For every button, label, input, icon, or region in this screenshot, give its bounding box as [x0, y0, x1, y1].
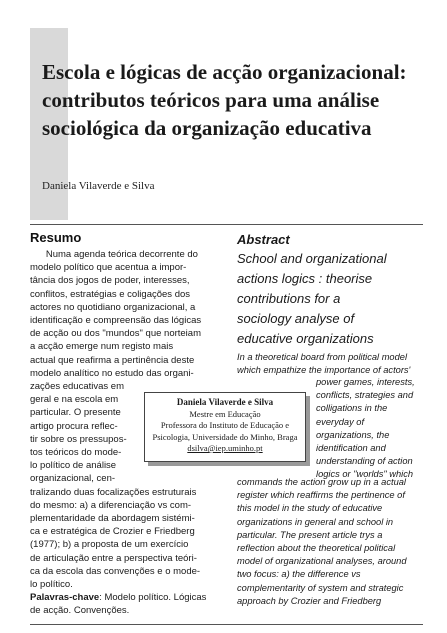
- abstract-narrow-block: [316, 376, 428, 482]
- english-title-line: sociology analyse of: [237, 311, 355, 326]
- resumo-line: actores no quotidiano organizacional, a: [30, 301, 196, 313]
- resumo-line: tir sobre os pressupos-: [30, 433, 127, 445]
- resumo-line: conflitos, estratégias e coligações dos: [30, 288, 191, 300]
- resumo-line: ca da escola das convenções e o mode-: [30, 565, 201, 577]
- resumo-line: de acção ou dos "mundos" que norteiam: [30, 328, 201, 340]
- article-author: Daniela Vilaverde e Silva: [42, 180, 155, 192]
- abstract-line: which empathize the importance of actors': [237, 365, 411, 376]
- author-box-degree: Mestre em Educação: [189, 408, 261, 419]
- english-title-line: educative organizations: [237, 331, 374, 346]
- abstract-line: this model in the study of educative: [237, 503, 383, 514]
- author-box-affiliation: Professora do Instituto de Educação e: [160, 420, 290, 430]
- abstract-line: everyday of: [316, 416, 365, 427]
- abstract-line: understanding of action: [316, 456, 413, 467]
- abstract-line: organizations in general and school in: [237, 516, 394, 527]
- resumo-line: modelo analítico no estudo das organi-: [30, 367, 194, 379]
- keywords-label: Palavras-chave: [30, 592, 100, 604]
- author-box-affiliation-2: Psicologia, Universidade do Minho, Braga: [152, 431, 298, 442]
- english-title-line: actions logics : theorise: [237, 271, 373, 286]
- resumo-line: modelo político que acentua a impor-: [30, 262, 187, 274]
- top-divider: [30, 224, 423, 225]
- english-title: [237, 249, 427, 349]
- resumo-line: particular. O presente: [30, 407, 121, 419]
- english-title-line: contributions for a: [237, 291, 341, 306]
- abstract-line: organizations, the: [316, 429, 390, 440]
- abstract-line: approach by Crozier and Friedberg: [237, 595, 382, 606]
- english-title-line: School and organizational: [237, 251, 387, 266]
- abstract-wide-block: [237, 476, 427, 608]
- abstract-section: [237, 232, 427, 377]
- bottom-divider: [30, 624, 423, 625]
- abstract-line: logics or "worlds" which: [316, 469, 414, 480]
- resumo-line: artigo procura reflec-: [30, 420, 118, 432]
- keywords-text: : Modelo político. Lógicas: [99, 592, 207, 604]
- resumo-line: do mesmo: a) a diferenciação vs com-: [30, 499, 192, 511]
- resumo-line: (1977); b) a proposta de um exercício: [30, 539, 189, 551]
- resumo-line: de articulação entre a perspectiva teóri-: [30, 552, 197, 564]
- resumo-line: identificação e compreensão das lógicas: [30, 315, 202, 327]
- abstract-line: reflection about the theoretical political: [237, 543, 396, 554]
- author-info-box: [144, 392, 306, 462]
- resumo-line: tralizando duas focalizações estruturais: [30, 486, 197, 498]
- keywords-line-2: de acção. Convenções.: [30, 605, 130, 617]
- abstract-line: colligations in the: [316, 403, 388, 414]
- abstract-heading: Abstract: [237, 232, 290, 247]
- resumo-line: a acção emerge num registo mais: [30, 341, 174, 353]
- resumo-line: zações educativas em: [30, 381, 124, 393]
- article-title: Escola e lógicas de acção organizacional: contributos teóricos para uma análise sociológica da organização educativa: [42, 60, 407, 140]
- resumo-heading: Resumo: [30, 230, 82, 245]
- abstract-line: In a theoretical board from political model: [237, 352, 408, 362]
- resumo-line: ca e estratégica de Crozier e Friedberg: [30, 526, 195, 538]
- keywords-line: [30, 591, 220, 604]
- resumo-line: organizacional, cen-: [30, 473, 116, 485]
- abstract-line: power games, interests,: [316, 377, 415, 387]
- abstract-line: commands the action grow up in a actual: [237, 477, 406, 487]
- abstract-line: conflicts, strategies and: [316, 390, 414, 401]
- author-email-link[interactable]: dsilva@iep.uminho.pt: [187, 443, 263, 453]
- abstract-line: complementarity of system and strategic: [237, 582, 404, 593]
- resumo-line: lo político.: [30, 579, 73, 591]
- resumo-line: geral e na escola em: [30, 394, 119, 406]
- resumo-line: lo político de análise: [30, 460, 117, 472]
- author-box-name: Daniela Vilaverde e Silva: [176, 397, 274, 407]
- abstract-line: model of organizational analyses, around: [237, 556, 407, 567]
- resumo-line: tos teóricos do mode-: [30, 447, 122, 459]
- abstract-line: particular. The present article trys a: [237, 529, 383, 540]
- abstract-line: two focus: a) the difference vs: [237, 569, 361, 580]
- abstract-line: register which reaffirms the pertinence of: [237, 490, 405, 501]
- abstract-line: identification and: [316, 443, 386, 454]
- resumo-line: tância dos jogos de poder, interesses,: [30, 275, 190, 287]
- resumo-line: actual que reafirma a pertinência deste: [30, 354, 195, 366]
- resumo-line: plementaridade da abordagem sistémi-: [30, 513, 195, 525]
- resumo-line: Numa agenda teórica decorrente do: [30, 249, 198, 260]
